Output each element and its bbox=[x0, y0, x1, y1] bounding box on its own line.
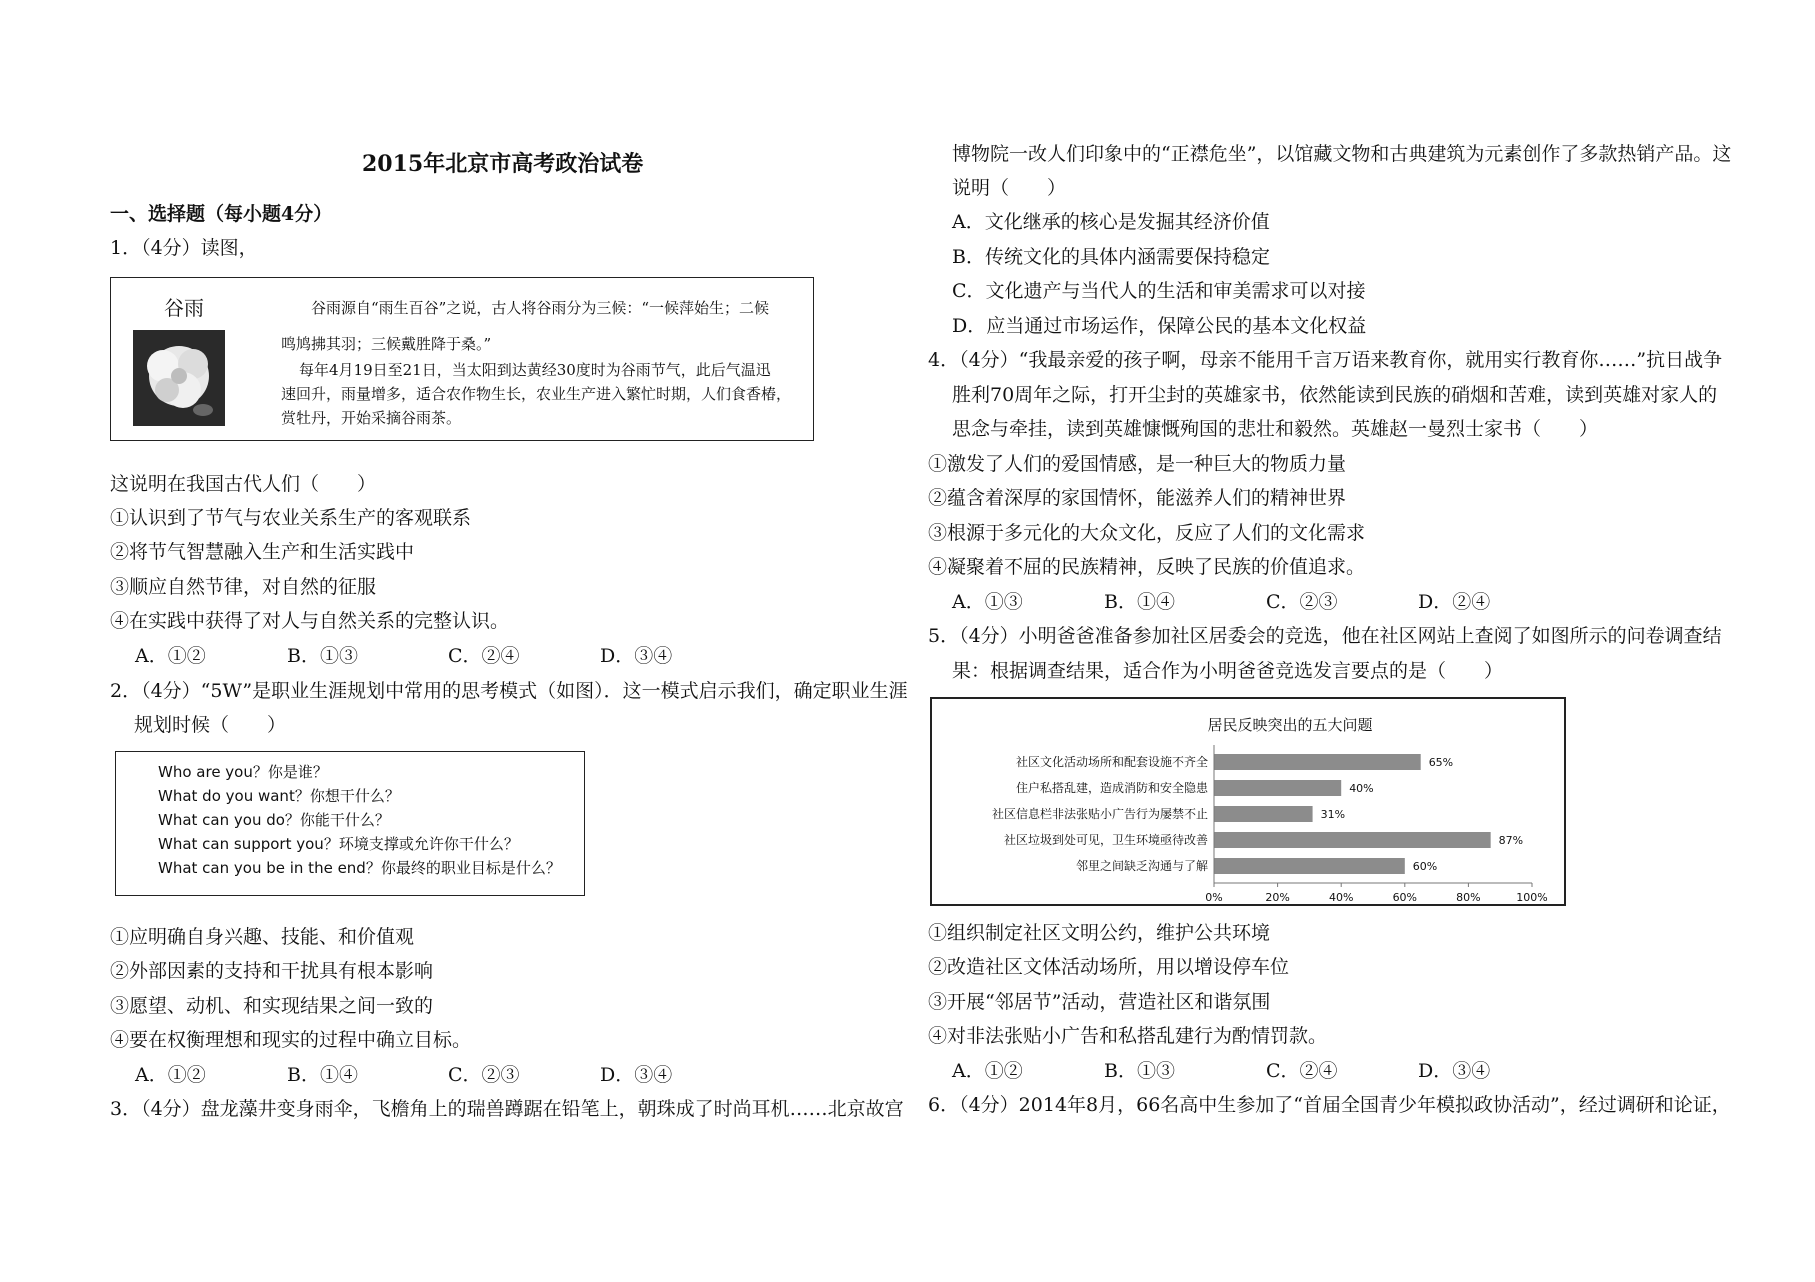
q2-stem-1: 2．（4分）“5W”是职业生涯规划中常用的思考模式（如图）．这一模式启示我们，确定职业生涯 bbox=[110, 680, 908, 702]
q1-item-1: ①认识到了节气与农业关系生产的客观联系 bbox=[110, 507, 472, 529]
x-tick-label: 100% bbox=[1516, 891, 1548, 904]
q3-option-b[interactable]: B．传统文化的具体内涵需要保持稳定 bbox=[952, 246, 1270, 268]
q1-option-b[interactable]: B．①③ bbox=[287, 645, 358, 667]
bar-category-label: 社区垃圾到处可见，卫生环境亟待改善 bbox=[1003, 833, 1208, 847]
q2-figure-line-2: What do you want？你想干什么？ bbox=[158, 787, 400, 805]
q2-stem-2: 规划时候（ ） bbox=[134, 714, 287, 736]
q4-item-3: ③根源于多元化的大众文化，反应了人们的文化需求 bbox=[928, 522, 1366, 544]
q1-item-3: ③顺应自然节律，对自然的征服 bbox=[110, 576, 377, 598]
q1-figure-text-4: 速回升，雨量增多，适合农作物生长，农业生产进入繁忙时期，人们食香椿， bbox=[281, 385, 792, 403]
q5-item-1: ①组织制定社区文明公约，维护公共环境 bbox=[928, 922, 1271, 944]
bar-category-label: 社区信息栏非法张贴小广告行为屡禁不止 bbox=[991, 807, 1208, 821]
q4-option-d[interactable]: D．②④ bbox=[1418, 591, 1491, 613]
q1-option-a[interactable]: A．①② bbox=[135, 645, 206, 667]
q5-bar-chart bbox=[932, 699, 1564, 904]
chart-title: 居民反映突出的五大问题 bbox=[1207, 716, 1373, 734]
q2-item-1: ①应明确自身兴趣、技能、和价值观 bbox=[110, 926, 415, 948]
q2-figure-line-1: Who are you？你是谁？ bbox=[158, 763, 328, 781]
q1-figure-heading: 谷雨 bbox=[164, 296, 204, 320]
bar-data-label: 31% bbox=[1320, 808, 1346, 821]
q1-figure-box bbox=[110, 277, 814, 441]
bar bbox=[1214, 832, 1491, 848]
q4-item-4: ④凝聚着不屈的民族精神，反映了民族的价值追求。 bbox=[928, 556, 1366, 578]
q1-figure-text-1: 谷雨源自“雨生百谷”之说，古人将谷雨分为三候：“一候萍始生；二候 bbox=[311, 299, 770, 317]
bar-category-label: 社区文化活动场所和配套设施不齐全 bbox=[1015, 755, 1208, 769]
q5-stem-2: 果：根据调查结果，适合作为小明爸爸竞选发言要点的是（ ） bbox=[952, 660, 1504, 682]
q5-option-a[interactable]: A．①② bbox=[952, 1060, 1023, 1082]
section-heading: 一、选择题（每小题4分） bbox=[110, 203, 333, 225]
q3-stem-1: 3．（4分）盘龙藻井变身雨伞，飞檐角上的瑞兽蹲踞在铅笔上，朝珠成了时尚耳机……北京故宫 bbox=[110, 1098, 904, 1120]
q5-item-4: ④对非法张贴小广告和私搭乱建行为酌情罚款。 bbox=[928, 1025, 1328, 1047]
q6-stem-1: 6．（4分）2014年8月，66名高中生参加了“首届全国青少年模拟政协活动”，经过调研和论证， bbox=[928, 1094, 1731, 1116]
q1-question: 这说明在我国古代人们（ ） bbox=[110, 473, 377, 495]
q3-option-d[interactable]: D．应当通过市场运作，保障公民的基本文化权益 bbox=[952, 315, 1367, 337]
q3-stem-2: 博物院一改人们印象中的“正襟危坐”，以馆藏文物和古典建筑为元素创作了多款热销产品。这 bbox=[952, 143, 1732, 165]
peony-flower-image bbox=[133, 330, 225, 426]
q4-item-1: ①激发了人们的爱国情感，是一种巨大的物质力量 bbox=[928, 453, 1347, 475]
q5-stem-1: 5．（4分）小明爸爸准备参加社区居委会的竞选，他在社区网站上查阅了如图所示的问卷调查结 bbox=[928, 625, 1722, 647]
q4-option-a[interactable]: A．①③ bbox=[952, 591, 1023, 613]
q3-option-a[interactable]: A．文化继承的核心是发掘其经济价值 bbox=[952, 211, 1270, 233]
bar-category-label: 住户私搭乱建，造成消防和安全隐患 bbox=[1015, 781, 1208, 795]
q2-figure-box bbox=[115, 751, 585, 896]
q4-item-2: ②蕴含着深厚的家国情怀，能滋养人们的精神世界 bbox=[928, 487, 1347, 509]
q4-stem-2: 胜利70周年之际，打开尘封的英雄家书，依然能读到民族的硝烟和苦难，读到英雄对家人的 bbox=[952, 384, 1718, 406]
q1-option-d[interactable]: D．③④ bbox=[600, 645, 673, 667]
q1-stem: 1．（4分）读图， bbox=[110, 237, 258, 259]
q2-item-2: ②外部因素的支持和干扰具有根本影响 bbox=[110, 960, 434, 982]
q4-option-c[interactable]: C．②③ bbox=[1266, 591, 1338, 613]
bar-data-label: 65% bbox=[1428, 756, 1454, 769]
q2-option-c[interactable]: C．②③ bbox=[448, 1064, 520, 1086]
q1-option-c[interactable]: C．②④ bbox=[448, 645, 520, 667]
q5-option-c[interactable]: C．②④ bbox=[1266, 1060, 1338, 1082]
q5-item-3: ③开展“邻居节”活动，营造社区和谐氛围 bbox=[928, 991, 1271, 1013]
q5-option-b[interactable]: B．①③ bbox=[1104, 1060, 1175, 1082]
q3-option-c[interactable]: C．文化遗产与当代人的生活和审美需求可以对接 bbox=[952, 280, 1366, 302]
q1-item-2: ②将节气智慧融入生产和生活实践中 bbox=[110, 541, 415, 563]
q2-option-a[interactable]: A．①② bbox=[135, 1064, 206, 1086]
x-tick-label: 60% bbox=[1392, 891, 1418, 904]
q4-option-b[interactable]: B．①④ bbox=[1104, 591, 1175, 613]
q2-item-3: ③愿望、动机、和实现结果之间一致的 bbox=[110, 995, 434, 1017]
q2-item-4: ④要在权衡理想和现实的过程中确立目标。 bbox=[110, 1029, 472, 1051]
q3-stem-3: 说明（ ） bbox=[952, 177, 1067, 199]
q1-figure-text-3: 每年4月19日至21日，当太阳到达黄经30度时为谷雨节气，此后气温迅 bbox=[299, 361, 771, 379]
x-tick-label: 20% bbox=[1265, 891, 1290, 904]
x-tick-label: 0% bbox=[1205, 891, 1223, 904]
q5-option-d[interactable]: D．③④ bbox=[1418, 1060, 1491, 1082]
page-title: 2015年北京市高考政治试卷 bbox=[362, 151, 644, 177]
q2-option-d[interactable]: D．③④ bbox=[600, 1064, 673, 1086]
q2-option-b[interactable]: B．①④ bbox=[287, 1064, 358, 1086]
bar bbox=[1214, 754, 1421, 770]
q2-figure-line-4: What can support you？环境支撑或允许你干什么？ bbox=[158, 835, 519, 853]
q4-stem-3: 思念与牵挂，读到英雄慷慨殉国的悲壮和毅然。英雄赵一曼烈士家书（ ） bbox=[952, 418, 1599, 440]
bar-data-label: 60% bbox=[1412, 860, 1438, 873]
bar bbox=[1214, 806, 1313, 822]
q1-figure-text-5: 赏牡丹，开始采摘谷雨茶。 bbox=[281, 409, 462, 427]
bar bbox=[1214, 780, 1341, 796]
bar-data-label: 40% bbox=[1349, 782, 1374, 795]
x-tick-label: 80% bbox=[1456, 891, 1481, 904]
q4-stem-1: 4．（4分）“我最亲爱的孩子啊，母亲不能用千言万语来教育你，就用实行教育你……”抗日战争 bbox=[928, 349, 1723, 371]
q5-item-2: ②改造社区文体活动场所，用以增设停车位 bbox=[928, 956, 1290, 978]
q5-chart-box bbox=[930, 697, 1566, 906]
x-tick-label: 40% bbox=[1328, 891, 1354, 904]
q1-figure-text-2: 鸣鸠拂其羽；三候戴胜降于桑。” bbox=[281, 335, 492, 353]
q2-figure-line-5: What can you be in the end？你最终的职业目标是什么？ bbox=[158, 859, 561, 877]
bar bbox=[1214, 858, 1405, 874]
bar-data-label: 87% bbox=[1498, 834, 1524, 847]
q1-item-4: ④在实践中获得了对人与自然关系的完整认识。 bbox=[110, 610, 510, 632]
bar-category-label: 邻里之间缺乏沟通与了解 bbox=[1075, 859, 1208, 873]
q2-figure-line-3: What can you do？你能干什么？ bbox=[158, 811, 390, 829]
